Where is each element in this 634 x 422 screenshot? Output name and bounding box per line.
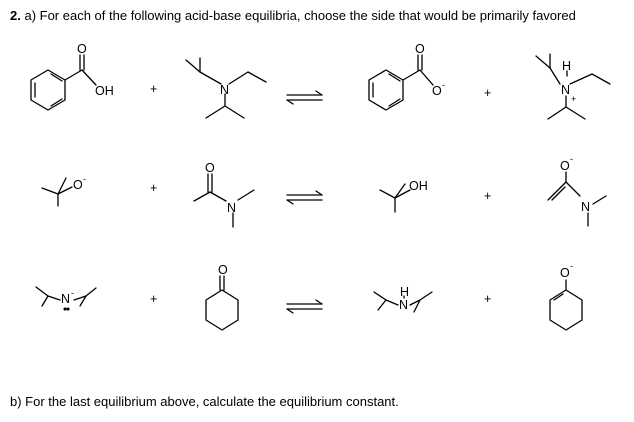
plus-sign: + xyxy=(484,292,492,306)
row1-reactant1-benzoic-acid xyxy=(31,42,114,110)
row1-product1-benzoate xyxy=(369,42,445,110)
row2-product2-enolate xyxy=(548,154,606,226)
row3-product2-cyclohexanone-enolate xyxy=(550,261,582,330)
carbonyl-oxygen-label: O xyxy=(77,42,87,56)
nitrogen-label: N xyxy=(220,83,230,97)
row3-product1-diisopropylamine xyxy=(374,285,432,312)
row1-reactant2-amine xyxy=(186,58,266,118)
hydrogen-label: H xyxy=(400,285,410,299)
row2-reactant2-dimethylacetamide xyxy=(194,161,254,227)
question-number: 2. xyxy=(10,8,21,23)
hydroxyl-label: OH xyxy=(95,84,114,98)
plus-sign: + xyxy=(150,82,158,96)
row2-equilibrium-arrows xyxy=(287,191,322,204)
row2-product1-tert-butanol xyxy=(380,179,428,212)
carboxylate-oxygen-label: O xyxy=(432,84,442,98)
plus-sign: + xyxy=(484,86,492,100)
enolate-oxygen-label: O xyxy=(560,266,570,280)
negative-charge: - xyxy=(570,154,573,164)
nitrogen-label: N xyxy=(581,200,591,214)
alkoxide-oxygen-label: O xyxy=(73,178,83,192)
row1-equilibrium-arrows xyxy=(287,91,322,104)
plus-sign: + xyxy=(150,181,158,195)
row2-reactant1-tert-butoxide xyxy=(42,174,86,206)
nitrogen-label: N xyxy=(227,201,237,215)
nitrogen-label: N xyxy=(399,298,409,312)
positive-charge: + xyxy=(571,94,577,104)
carbonyl-oxygen-label: O xyxy=(205,161,215,175)
question-part-a-text: a) For each of the following acid-base equilibria, choose the side that would be primarily favored xyxy=(24,8,576,23)
negative-charge: - xyxy=(71,288,74,298)
carbonyl-oxygen-label: O xyxy=(415,42,425,56)
hydrogen-label: H xyxy=(562,59,572,73)
amide-nitrogen-label: N xyxy=(61,292,71,306)
enolate-oxygen-label: O xyxy=(560,159,570,173)
negative-charge: - xyxy=(83,174,86,184)
row3-equilibrium-arrows xyxy=(287,300,322,313)
row1-product2-ammonium xyxy=(536,54,610,119)
hydroxyl-label: OH xyxy=(409,179,428,193)
plus-sign: + xyxy=(484,189,492,203)
plus-sign: + xyxy=(150,292,158,306)
row3-reactant2-cyclohexanone xyxy=(206,263,238,330)
row3-reactant1-lda xyxy=(36,287,96,310)
carbonyl-oxygen-label: O xyxy=(218,263,228,277)
question-part-b: b) For the last equilibrium above, calculate the equilibrium constant. xyxy=(10,394,399,409)
negative-charge: - xyxy=(570,261,573,271)
nitrogen-label: N xyxy=(561,83,571,97)
negative-charge: - xyxy=(442,80,445,90)
